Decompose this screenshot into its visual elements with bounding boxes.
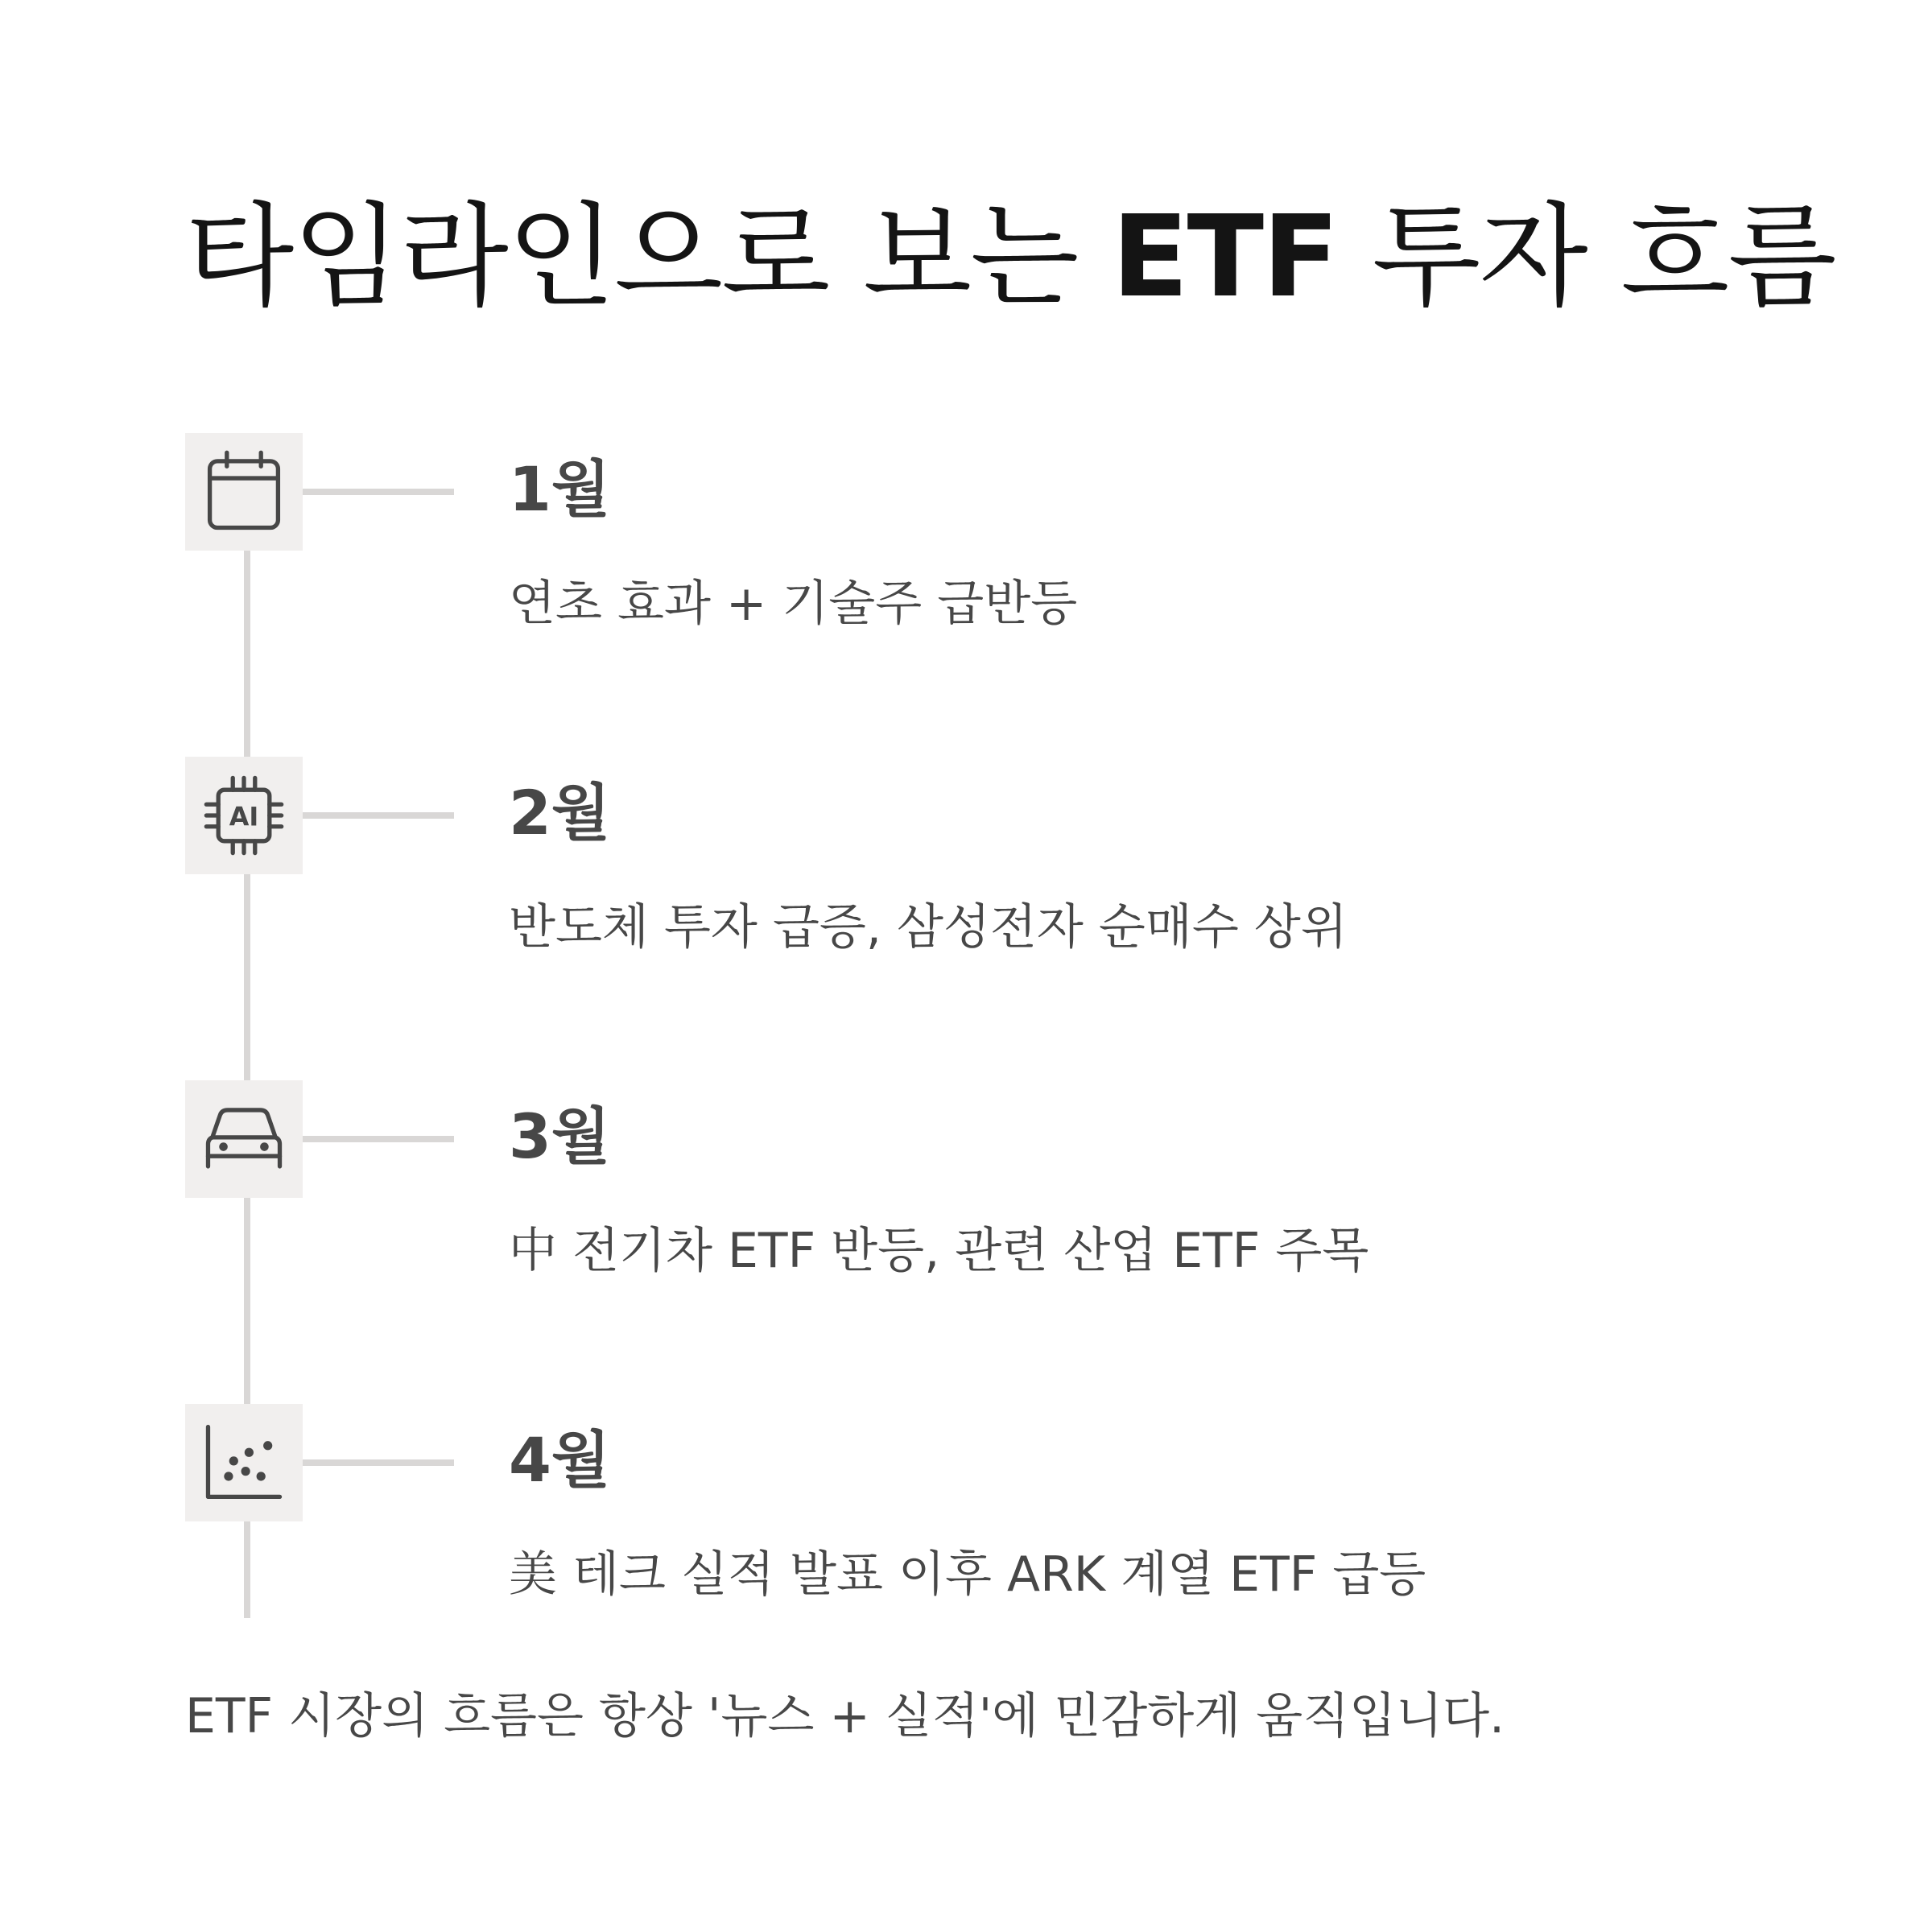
timeline-step-1-icon-tile [185, 433, 303, 551]
footer-note: ETF 시장의 흐름은 항상 '뉴스 + 실적'에 민감하게 움직입니다. [185, 1688, 1505, 1744]
timeline-step-4-month: 4월 [509, 1424, 611, 1496]
timeline-step-4-connector [303, 1459, 454, 1466]
timeline-step-3-month: 3월 [509, 1100, 611, 1172]
timeline-step-2-connector [303, 812, 454, 819]
scatter-chart-icon [201, 1420, 287, 1505]
car-icon [201, 1096, 287, 1182]
timeline-step-4-description: 美 테크 실적 발표 이후 ARK 계열 ETF 급등 [509, 1546, 1426, 1603]
calendar-icon [201, 449, 287, 535]
timeline-step-1-connector [303, 489, 454, 495]
timeline-step-2-icon-tile [185, 757, 303, 874]
timeline-step-4-icon-tile [185, 1404, 303, 1521]
timeline-step-3-connector [303, 1136, 454, 1142]
ai-chip-icon [201, 773, 287, 858]
timeline-step-3-description: 中 전기차 ETF 반등, 관련 산업 ETF 주목 [509, 1223, 1369, 1279]
timeline-step-1-description: 연초 효과 + 기술주 급반등 [509, 576, 1078, 632]
page-title-etf: ETF [1111, 192, 1338, 323]
page-title-lead: 타임라인으로 보는 [185, 192, 1112, 323]
timeline-step-1-month: 1월 [509, 453, 611, 525]
timeline-step-2-description: 반도체 투자 급증, 삼성전자 순매수 상위 [509, 899, 1348, 956]
timeline-step-2-month: 2월 [509, 777, 611, 848]
ai-chip-icon-label: AI [229, 802, 259, 832]
page-title-tail: 투자 흐름 [1337, 192, 1835, 323]
timeline-step-3-icon-tile [185, 1080, 303, 1198]
